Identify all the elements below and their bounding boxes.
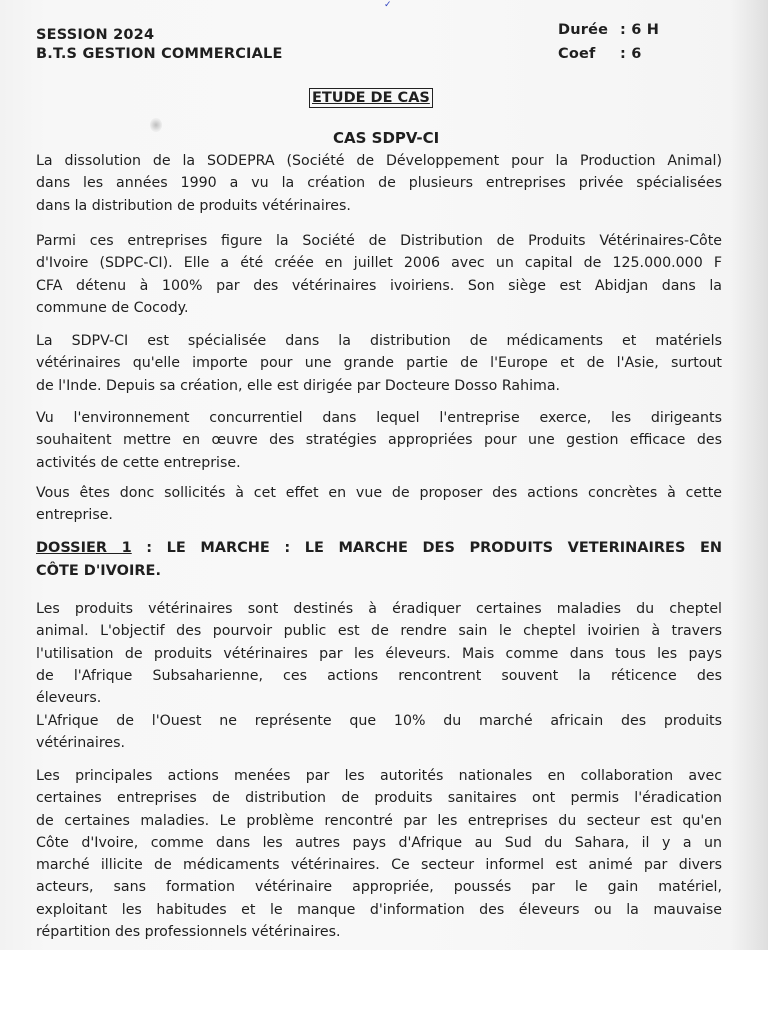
text-line: vétérinaires qu'elle importe pour une grande partie de l'Europe et de l'Asie, surtout (36, 355, 722, 372)
coef-value: : 6 (620, 46, 642, 62)
intro-paragraph-1 (36, 150, 722, 217)
text-line: La dissolution de la SODEPRA (Société de Développement pour la Production Animal) (36, 153, 722, 169)
etude-de-cas-title: ETUDE DE CAS (309, 88, 433, 108)
text-line: éleveurs. (36, 690, 102, 707)
text-line: Parmi ces entreprises figure la Société de Distribution de Produits Vétérinaires-Côte (36, 233, 722, 249)
dossier-heading-line-1 (36, 537, 722, 560)
text-line: La SDPV-CI est spécialisée dans la distribution de médicaments et matériels (36, 333, 722, 349)
text-line: certaines entreprises de distribution de produits sanitaires ont permis l'éradication (36, 790, 722, 807)
text-line: de certaines maladies. Le problème rencontré par les entreprises du secteur est qu'en (36, 812, 722, 829)
coef-row (558, 42, 659, 66)
text-line: d'Ivoire (SDPC-CI). Elle a été créée en juillet 2006 avec un capital de 125.000.000 F (36, 255, 722, 272)
text-line: L'Afrique de l'Ouest ne représente que 10% du marché africain des produits (36, 713, 722, 729)
text-line: animal. L'objectif des pourvoir public est de rendre sain le cheptel ivoirien à travers (36, 623, 722, 640)
dossier-1-heading (36, 537, 722, 583)
text-line: Les produits vétérinaires sont destinés à éradiquer certaines maladies du cheptel (36, 601, 722, 617)
dossier-label: DOSSIER 1 (36, 540, 132, 556)
text-line: l'utilisation de produits vétérinaires par les éleveurs. Mais comme dans tous les pays (36, 645, 722, 662)
text-line: vétérinaires. (36, 735, 125, 752)
case-title: CAS SDPV-CI (333, 129, 440, 147)
text-line: souhaitent mettre en œuvre des stratégies appropriées pour une gestion efficace des (36, 432, 722, 449)
text-line: commune de Cocody. (36, 299, 189, 316)
dossier-paragraph-3 (36, 765, 722, 943)
intro-paragraph-4 (36, 407, 722, 474)
text-line: activités de cette entreprise. (36, 454, 241, 471)
duree-value: : 6 H (620, 22, 660, 38)
coef-label: Coef (558, 46, 596, 62)
dossier-paragraph-1 (36, 598, 722, 709)
exam-title: B.T.S GESTION COMMERCIALE (36, 46, 283, 62)
pen-mark-icon: ✓ (384, 0, 392, 10)
text-line: répartition des professionnels vétérinaires. (36, 924, 341, 941)
smudge-mark (150, 118, 162, 132)
exam-header-left (36, 26, 283, 64)
text-line: Les principales actions menées par les autorités nationales en collaboration avec (36, 768, 722, 784)
page-edge-shadow (730, 0, 768, 950)
intro-paragraph-2 (36, 230, 722, 319)
text-line: dans les années 1990 a vu la création de plusieurs entreprises privée spécialisées (36, 175, 722, 192)
intro-paragraph-3 (36, 330, 722, 397)
exam-header-right (558, 18, 659, 66)
dossier-title-part-1: : LE MARCHE : LE MARCHE DES PRODUITS VETERINAIRES EN (131, 540, 722, 556)
duree-row (558, 18, 659, 42)
text-line: Vous êtes donc sollicités à cet effet en vue de proposer des actions concrètes à cette (36, 485, 722, 501)
dossier-title-part-2: CÔTE D'IVOIRE. (36, 563, 161, 579)
text-line: marché illicite de médicaments vétérinaires. Ce secteur informel est animé par divers (36, 857, 722, 874)
intro-paragraph-5 (36, 482, 722, 527)
text-line: de l'Inde. Depuis sa création, elle est dirigée par Docteure Dosso Rahima. (36, 377, 561, 394)
text-line: acteurs, sans formation vétérinaire appropriée, poussés par le gain matériel, (36, 879, 722, 896)
text-line: Vu l'environnement concurrentiel dans lequel l'entreprise exerce, les dirigeants (36, 410, 722, 426)
text-line: Côte d'Ivoire, comme dans les autres pays d'Afrique au Sud du Sahara, il y a un (36, 834, 722, 851)
session-label: SESSION 2024 (36, 27, 155, 43)
duree-label: Durée (558, 22, 609, 38)
text-line: exploitant les habitudes et le manque d'information des éleveurs ou la mauvaise (36, 901, 722, 918)
text-line: entreprise. (36, 507, 113, 524)
text-line: dans la distribution de produits vétérinaires. (36, 197, 351, 214)
text-line: CFA détenu à 100% par des vétérinaires ivoiriens. Son siège est Abidjan dans la (36, 277, 722, 294)
dossier-paragraph-2 (36, 710, 722, 755)
text-line: de l'Afrique Subsaharienne, ces actions rencontrent souvent la réticence des (36, 667, 722, 684)
